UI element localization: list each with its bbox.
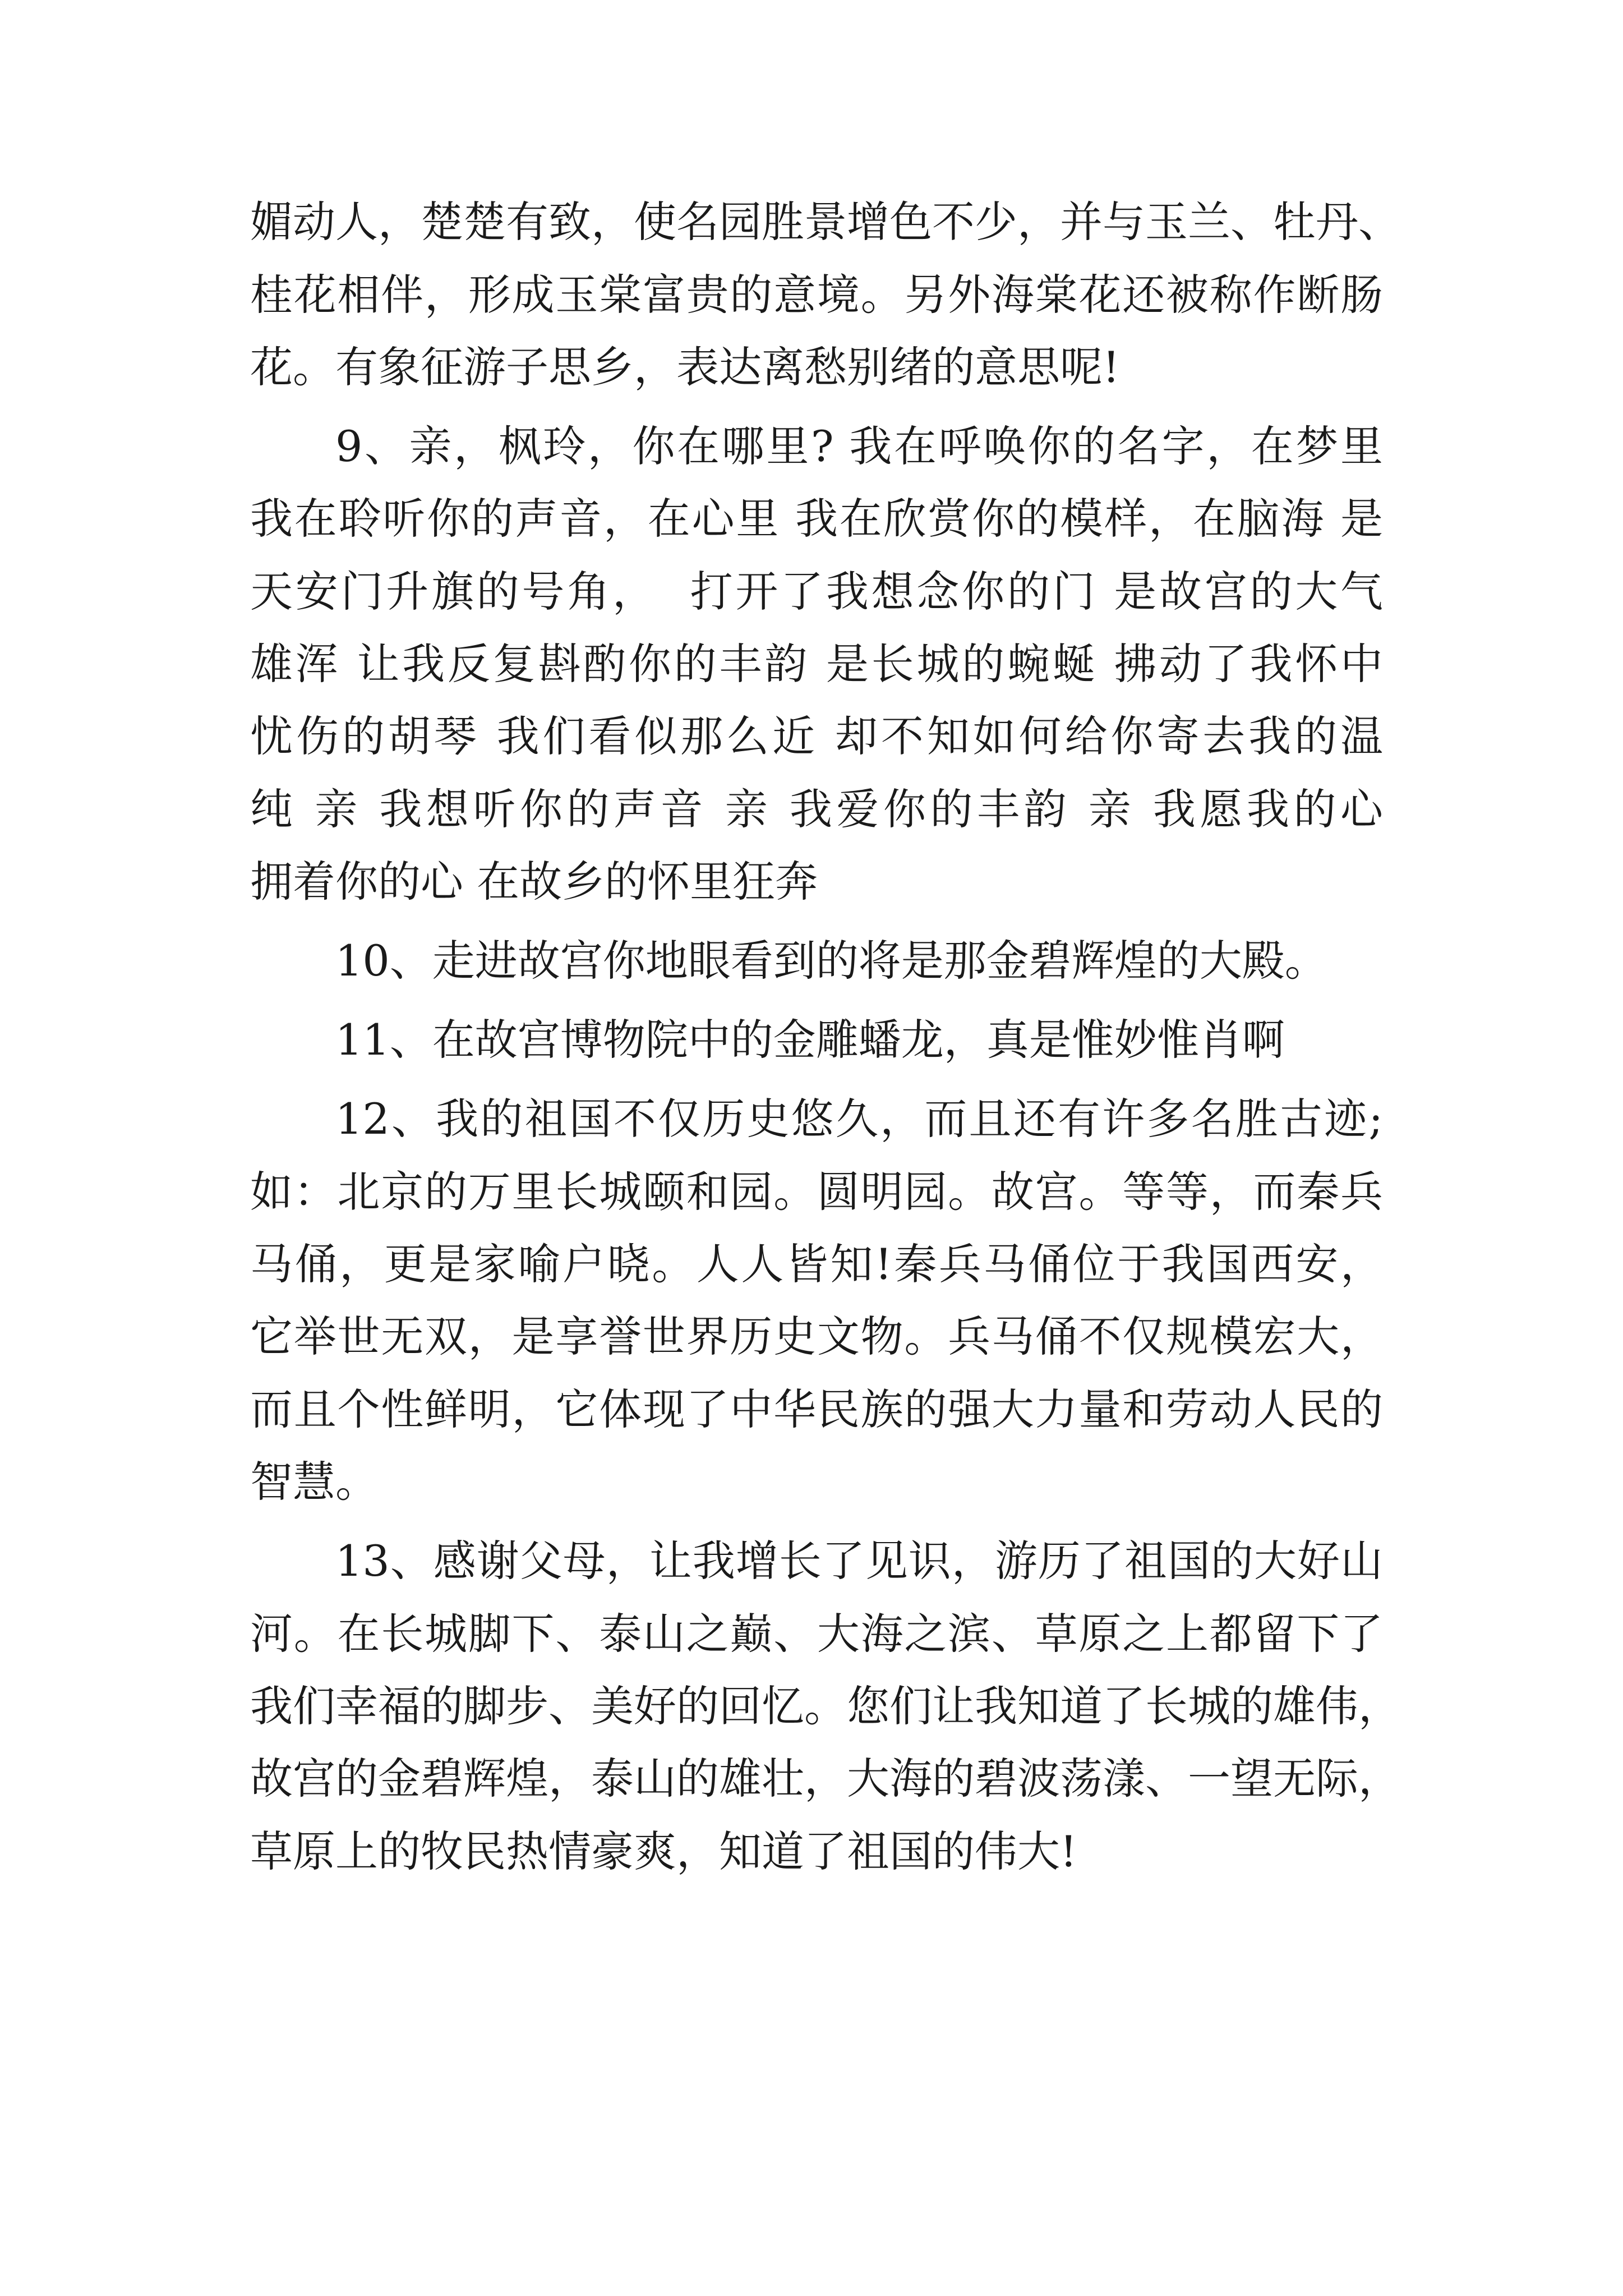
text-line: 智慧。	[250, 1457, 378, 1507]
text-line: 它举世无双，是享誉世界历史文物。兵马俑不仅规模宏大，	[250, 1312, 1383, 1361]
text-line: 雄浑 让我反复斟酌你的丰韵 是长城的蜿蜒 拂动了我怀中	[250, 639, 1383, 689]
paragraph-first-line: 11、在故宫博物院中的金雕蟠龙，真是惟妙惟肖啊	[335, 1015, 1285, 1065]
text-line: 拥着你的心 在故乡的怀里狂奔	[250, 857, 818, 907]
text-line: 我们幸福的脚步、美好的回忆。您们让我知道了长城的雄伟，	[250, 1681, 1401, 1731]
text-line: 桂花相伴，形成玉棠富贵的意境。另外海棠花还被称作断肠	[250, 270, 1383, 320]
text-line: 如：北京的万里长城颐和园。圆明园。故宫。等等，而秦兵	[250, 1167, 1383, 1217]
text-line: 媚动人，楚楚有致，使名园胜景增色不少，并与玉兰、牡丹、	[250, 197, 1401, 247]
text-line: 河。在长城脚下、泰山之巅、大海之滨、草原之上都留下了	[250, 1609, 1383, 1659]
text-line: 天安门升旗的号角， 打开了我想念你的门 是故宫的大气	[250, 567, 1383, 616]
text-line: 花。有象征游子思乡，表达离愁别绪的意思呢!	[250, 342, 1120, 392]
text-line: 我在聆听你的声音，在心里 我在欣赏你的模样，在脑海 是	[250, 494, 1383, 544]
paragraph-first-line: 9、亲，枫玲，你在哪里? 我在呼唤你的名字，在梦里	[335, 421, 1383, 471]
text-line: 而且个性鲜明，它体现了中华民族的强大力量和劳动人民的	[250, 1384, 1383, 1434]
text-line: 马俑，更是家喻户晓。人人皆知!秦兵马俑位于我国西安，	[250, 1239, 1383, 1289]
text-line: 纯 亲 我想听你的声音 亲 我爱你的丰韵 亲 我愿我的心	[250, 784, 1383, 834]
text-line: 忧伤的胡琴 我们看似那么近 却不知如何给你寄去我的温	[250, 711, 1383, 761]
paragraph-first-line: 13、感谢父母，让我增长了见识，游历了祖国的大好山	[335, 1536, 1383, 1586]
paragraph-first-line: 12、我的祖国不仅历史悠久，而且还有许多名胜古迹;	[335, 1094, 1383, 1144]
text-line: 故宫的金碧辉煌，泰山的雄壮，大海的碧波荡漾、一望无际，	[250, 1754, 1401, 1803]
text-line: 草原上的牧民热情豪爽，知道了祖国的伟大!	[250, 1826, 1077, 1876]
paragraph-first-line: 10、走进故宫你地眼看到的将是那金碧辉煌的大殿。	[335, 936, 1327, 986]
